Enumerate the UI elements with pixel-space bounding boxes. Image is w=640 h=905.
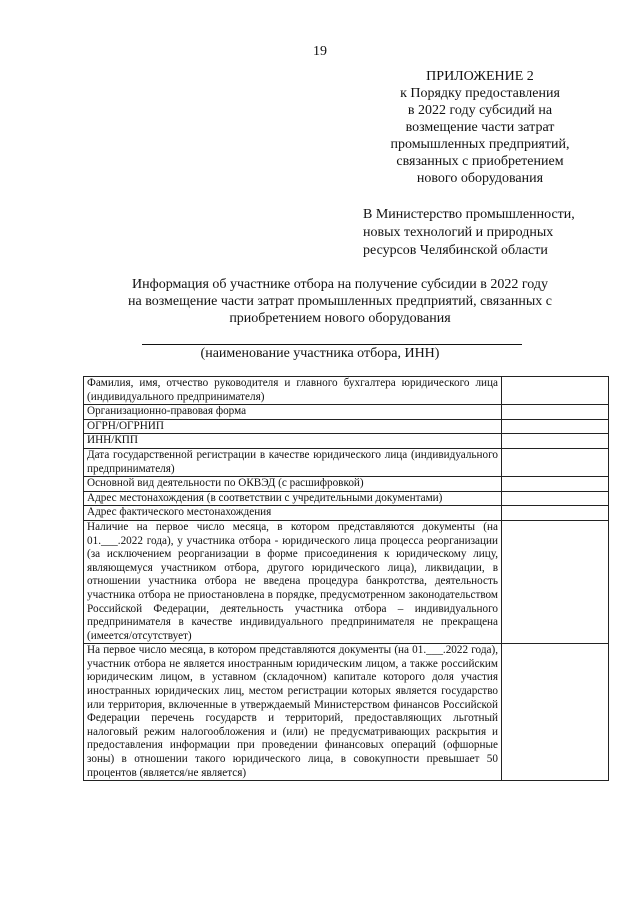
appendix-line: к Порядку предоставления [400,86,560,101]
appendix-line: возмещение части затрат [405,120,555,135]
row-value-cell[interactable] [502,520,609,643]
row-value-cell[interactable] [502,448,609,476]
row-label: Дата государственной регистрации в качестве юридического лица (индивидуального предпринимателя) [84,448,502,476]
participant-name-blank[interactable] [142,344,522,345]
table-row [84,448,609,476]
row-label: ИНН/КПП [84,434,502,449]
table-row [84,644,609,781]
row-label: Наличие на первое число месяца, в котором представляются документы (на 01.___.2022 года), у участника отбора - юридического лица процесса реорганизации (за исключением реорганизации в форме присоединения к юридическому лицу, являющемуся участником отбора, другого юридического лица), ликвидации, в отношении участника отбора не введена процедура банкротства, деятельность участника отбора не приостановлена в порядке, предусмотренном законодательством Российской Федерации, деятельность участника отбора – индивидуального предпринимателя в качестве индивидуального предпринимателя не прекращена (имеется/отсутствует) [84,520,502,643]
row-value-cell[interactable] [502,405,609,420]
title-line: приобретением нового оборудования [229,311,451,326]
appendix-title: ПРИЛОЖЕНИЕ 2 [426,69,534,84]
row-value-cell[interactable] [502,491,609,506]
row-value-cell[interactable] [502,419,609,434]
title-line: на возмещение части затрат промышленных предприятий, связанных с [128,294,552,309]
table-row [84,377,609,405]
row-label: ОГРН/ОГРНИП [84,419,502,434]
addressee-line: В Министерство промышленности, [363,207,575,222]
table-row [84,506,609,521]
table-row [84,419,609,434]
addressee [363,206,603,260]
appendix-line: промышленных предприятий, [390,137,570,152]
row-label: На первое число месяца, в котором представляются документы (на 01.___.2022 года), участник отбора не является иностранным юридическим лицом, а также российским юридическим лицом, в уставном (складочном) капитале которого доля участия иностранных юридических лиц, местом регистрации которых является государство или территория, включенные в утверждаемый Министерством финансов Российской Федерации перечень государств и территорий, предоставляющих льготный налоговый режим налогообложения и (или) не предусматривающих раскрытия и предоставления информации при проведении финансовых операций (офшорные зоны) в отношении такого юридического лица, в совокупности превышает 50 процентов (является/не является) [84,644,502,781]
table-row [84,477,609,492]
table-row [84,405,609,420]
table-row [84,434,609,449]
row-label: Фамилия, имя, отчество руководителя и главного бухгалтера юридического лица (индивидуального предпринимателя) [84,377,502,405]
table-row [84,491,609,506]
document-title [60,276,620,327]
appendix-header [370,68,590,187]
row-label: Адрес местонахождения (в соответствии с учредительными документами) [84,491,502,506]
page-number: 19 [313,44,327,59]
table-row [84,520,609,643]
row-value-cell[interactable] [502,506,609,521]
row-label: Основной вид деятельности по ОКВЭД (с расшифровкой) [84,477,502,492]
appendix-line: нового оборудования [416,171,544,186]
appendix-line: связанных с приобретением [396,154,564,169]
appendix-line: в 2022 году субсидий на [407,103,553,118]
row-value-cell[interactable] [502,377,609,405]
row-value-cell[interactable] [502,477,609,492]
row-label: Организационно-правовая форма [84,405,502,420]
row-value-cell[interactable] [502,434,609,449]
participant-info-table [83,376,609,781]
addressee-line: новых технологий и природных [363,225,554,240]
participant-caption: (наименование участника отбора, ИНН) [200,346,440,361]
addressee-line: ресурсов Челябинской области [363,243,548,258]
title-line: Информация об участнике отбора на получение субсидии в 2022 году [132,277,548,292]
row-value-cell[interactable] [502,644,609,781]
row-label: Адрес фактического местонахождения [84,506,502,521]
